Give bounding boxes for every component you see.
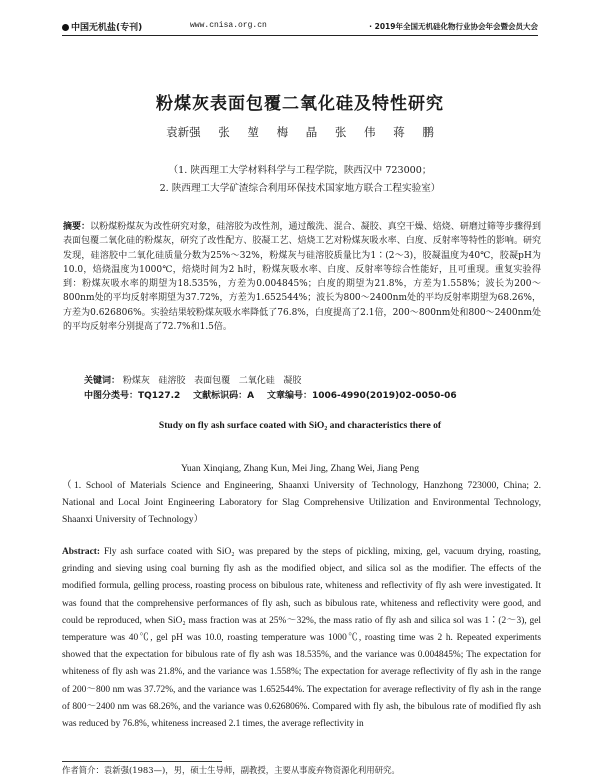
journal-logo: 中国无机盐(专刊) [62, 20, 142, 33]
keyword: 凝胶 [283, 376, 302, 386]
conference-name: · 2019年全国无机硅化物行业协会年会暨会员大会 [369, 22, 538, 31]
abstract-en [62, 544, 541, 733]
clc-number: 中图分类号：TQ127.2 [84, 391, 181, 401]
classification-cn [84, 388, 541, 401]
title-en: Study on fly ash surface coated with SiO₂ and characteristics there of [158, 420, 442, 431]
abstract-en-label: Abstract: [62, 547, 101, 557]
running-header [62, 18, 538, 36]
logo-bullet-icon [62, 24, 69, 31]
keywords-cn [84, 373, 541, 386]
abstract-cn-label: 摘要： [63, 222, 91, 232]
keyword: 粉煤灰 [122, 376, 150, 386]
abstract-cn-text: 以粉煤粉煤灰为改性研究对象，硅溶胶为改性剂，通过酸洗、混合、凝胶、真空干燥、焙烧、研磨过筛等步骤得到表面包覆二氧化硅的粉煤灰，研究了改性配方、胶凝工艺、焙烧工艺对粉煤灰吸水率、白度、反射率等特性的影响。研究发现，硅溶胶中二氧化硅质量分数为25%～32%，粉煤灰与硅溶胶质量比为1∶(2～3)，胶凝温度为40℃，胶凝pH为10.0，焙烧温度为1000℃，焙烧时间为2 h时，粉煤灰吸水率、白度、反射率等综合性能好，且可重现。重复实验得到：粉煤灰吸水率的期望为18.535%，方差为0.004845%；白度的期望为21.8%，方差为1.558%；波长为200～800nm处的平均反射率期望为37.72%，方差为1.652544%；波长为800～2400nm处的平均反射率期望为68.26%，方差为0.626806%。实验结果较粉煤灰吸水率降低了76.8%，白度提高了2.1倍，200～800nm处和800～2400nm处的平均反射率分别提高了72.7%和1.5倍。 [63, 222, 541, 333]
affiliation-cn-line: 2. 陕西理工大学矿渣综合利用环保技术国家地方联合工程实验室） [159, 183, 441, 194]
document-code: 文献标识码：A [193, 391, 255, 401]
abstract-en-text: Fly ash surface coated with SiO₂ was prepared by the steps of pickling, mixing, gel, vacuum drying, roasting, grinding and sieving using coal burning fly ash as the modified object, and silica sol as the modifier. The effects of the modified formula, gelling process, roasting process on bibulous rate, whiteness and reflectivity of fly ash were investigated. It was found that the comprehensive performances of fly ash, such as bibulous rate, whiteness and reflectivity were good, and could be reproduced, when SiO₂ mass fraction was at 25%～32%, the mass ratio of fly ash and silica sol was 1∶(2～3), gel temperature was 40℃, gel pH was 10.0, roasting temperature was 1000℃, roasting time was 2 h. Repeated experiments showed that the expectation for bibulous rate of fly ash was 18.535%, and the variance was 0.004845%; The expectation for whiteness of fly ash was 21.8%, and the variance was 1.558%; The expectation for average reflectivity of fly ash in the range of 200～800 nm was 37.72%, and the variance was 1.652544%. The expectation for average reflectivity of fly ash in the range of 800～2400 nm was 68.26%, and the variance was 0.626806%. Compared with fly ash, the bibulous rate of modified fly ash was reduced by 76.8%, whiteness increased 2.1 times, the average reflectivity in [62, 547, 542, 730]
header-rule [62, 35, 538, 36]
keywords-cn-label: 关键词： [84, 376, 121, 386]
footnote-rule [62, 761, 222, 762]
author-footnote: 作者简介：袁新强(1983—)，男，硕士生导师，副教授，主要从事废弃物资源化利用研究。 [62, 765, 400, 775]
keyword: 二氧化硅 [238, 376, 275, 386]
article-number: 文章编号：1006-4990(2019)02-0050-06 [266, 391, 457, 401]
affiliation-cn-line: （1. 陕西理工大学材料科学与工程学院，陕西汉中 723000； [168, 165, 432, 176]
keyword: 表面包覆 [194, 376, 231, 386]
abstract-cn [63, 220, 541, 334]
journal-url[interactable]: www.cnisa.org.cn [190, 21, 267, 30]
affiliations-cn [90, 162, 510, 198]
authors-cn: 袁新强 张 堃 梅 晶 张 伟 蒋 鹏 [166, 125, 434, 139]
keyword: 硅溶胶 [158, 376, 186, 386]
title-cn: 粉煤灰表面包覆二氧化硅及特性研究 [156, 94, 444, 114]
authors-en: Yuan Xinqiang, Zhang Kun, Mei Jing, Zhang Wei, Jiang Peng [180, 463, 420, 474]
affiliations-en: （1. School of Materials Science and Engineering, Shaanxi University of Technology, Hanzhong 723000, China; 2. National and Local Joint Engineering Laboratory for Slag Comprehensive Utilization and Environmental Technology, Shaanxi University of Technology） [62, 480, 541, 525]
